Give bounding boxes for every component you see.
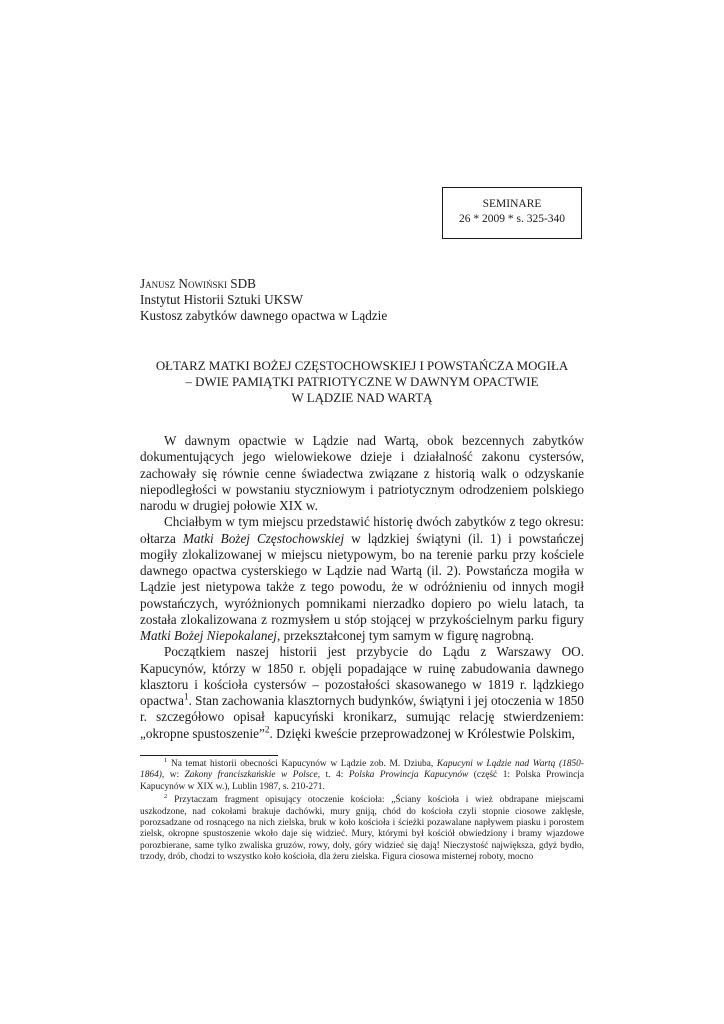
- title-line-3: W LĄDZIE NAD WARTĄ: [291, 391, 433, 405]
- footnote-1-italic: Kapucyni w Lądzie nad Wartą (1850-1864): [140, 759, 584, 781]
- paragraph-2: [140, 514, 584, 644]
- paragraph-1: W dawnym opactwie w Lądzie nad Wartą, obok bezcennych zabytków dokumentujących jego wielowiekowe dzieje i działalność zakonu cystersów, zachowały się równie cenne świadectwa związane z historią walk o odzyskanie niepodległości w powstaniu styczniowym i patriotycznym odrodzeniem polskiego narodu w drugiej połowie XIX w.: [140, 433, 584, 513]
- title-line-2: – DWIE PAMIĄTKI PATRIOTYCZNE W DAWNYM OPACTWIE: [185, 375, 539, 389]
- footnotes: [140, 756, 584, 866]
- paragraph-3-text: Początkiem naszej historii jest przybycie do Lądu z Warszawy OO. Kapucynów, którzy w 1850 r. objęli popadające w ruinę zabudowania dawnego klasztoru i kościoła cystersów – pozostałości skasowanego w 1819 r. lądzkiego opactwa: [140, 644, 584, 708]
- footnote-number-2: 2: [164, 793, 168, 801]
- footnote-2: [140, 795, 584, 863]
- paragraph-2-text: Chciałbym w tym miejscu przedstawić historię dwóch zabytków z tego okresu: ołtarza: [140, 514, 584, 546]
- footnote-1-text: Na temat historii obecności Kapucynów w Lądzie zob. M. Dziuba,: [167, 759, 437, 769]
- paragraph-3-text: . Stan zachowania klasztornych budynków, świątyni i jej otoczenia w 1850 r. szczegółowo opisał kapucyński kronikarz, sumując relację stwierdzeniem: „okropne spustoszenie”: [140, 693, 584, 741]
- paragraph-2-text: w lądzkiej świątyni (il. 1) i powstańczej mogiły zlokalizowanej w miejscu nietypowym, bo na terenie parku przy kościele dawnego opactwa cysterskiego w Lądzie nad Wartą (il. 2). Powstańcza mogiła w Lądzie jest nietypowa także z tego powodu, że w odróżnieniu od innych mogił powstańczych, wyróżnionych pomnikami nierzadko dopiero po wielu latach, ta została zlokalizowana z rozmysłem u stóp stojącej w przykościelnym parku figury: [140, 530, 585, 627]
- author-name: Janusz Nowiński SDB: [140, 276, 256, 291]
- italic-title-matki-bozej-czestochowskiej: Matki Bożej Częstochowskiej: [182, 530, 345, 546]
- journal-citation-box: [442, 187, 582, 239]
- footnote-1: [140, 756, 584, 793]
- footnote-1-text: , w:: [161, 770, 185, 781]
- footnote-1-text: , t. 4:: [317, 770, 349, 781]
- journal-name: SEMINARE: [482, 198, 542, 210]
- footnote-divider: [140, 755, 278, 756]
- author-affiliation: Instytut Historii Sztuki UKSW: [140, 292, 304, 307]
- author-block: [140, 276, 584, 324]
- footnote-ref-2[interactable]: 2: [264, 724, 270, 735]
- footnote-1-italic: Polska Prowincja Kapucynów: [348, 770, 469, 781]
- footnote-1-italic: Zakony franciszkańskie w Polsce: [184, 770, 318, 781]
- footnote-2-text: Przytaczam fragment opisujący otoczenie kościoła: „Ściany kościoła i wież obdrapane miejscami uszkodzone, nad cokołami brakuje dachówki, mury gniją, chód do kościoła czyli stopnie ciosowe zaklęsłe, porozsadzane od rosnącego na nich zielska, bruk w koło kościoła i ścieżki pozawalane napływem piasku i porostem zielsk, okropne spustoszenie wkoło daje się widzieć. Mury, którymi był kościół obwiedziony i bramy wjazdowe porozbierane, same tylko zwaliska gruzów, rowy, doły, góry widzieć się dają! Nieczystość największa, gdyż bydło, trzody, drób, chodzi to wszystko koło kościoła, dla żeru zielska. Figura ciosowa misternej roboty, mocno: [140, 795, 584, 863]
- article-body: [140, 433, 584, 742]
- journal-volume-pages: 26 * 2009 * s. 325-340: [458, 213, 566, 225]
- footnote-number-1: 1: [164, 756, 168, 764]
- italic-title-matki-bozej-niepokalanej: Matki Bożej Niepokalanej: [140, 628, 277, 643]
- paragraph-2-text: , przekształconej tym samym w figurę nagrobną.: [276, 628, 535, 643]
- paragraph-3: [140, 644, 584, 742]
- footnote-1-text: (część 1: Polska Prowincja Kapucynów w XIX w.), Lublin 1987, s. 210-271.: [140, 770, 584, 792]
- footnote-ref-1[interactable]: 1: [183, 691, 189, 702]
- title-line-1: OŁTARZ MATKI BOŻEJ CZĘSTOCHOWSKIEJ I POWSTAŃCZA MOGIŁA: [155, 359, 569, 373]
- author-role: Kustosz zabytków dawnego opactwa w Lądzie: [140, 308, 388, 323]
- paragraph-3-text: . Dzięki kweście przeprowadzonej w Królestwie Polskim,: [269, 725, 575, 741]
- article-title: [140, 358, 584, 406]
